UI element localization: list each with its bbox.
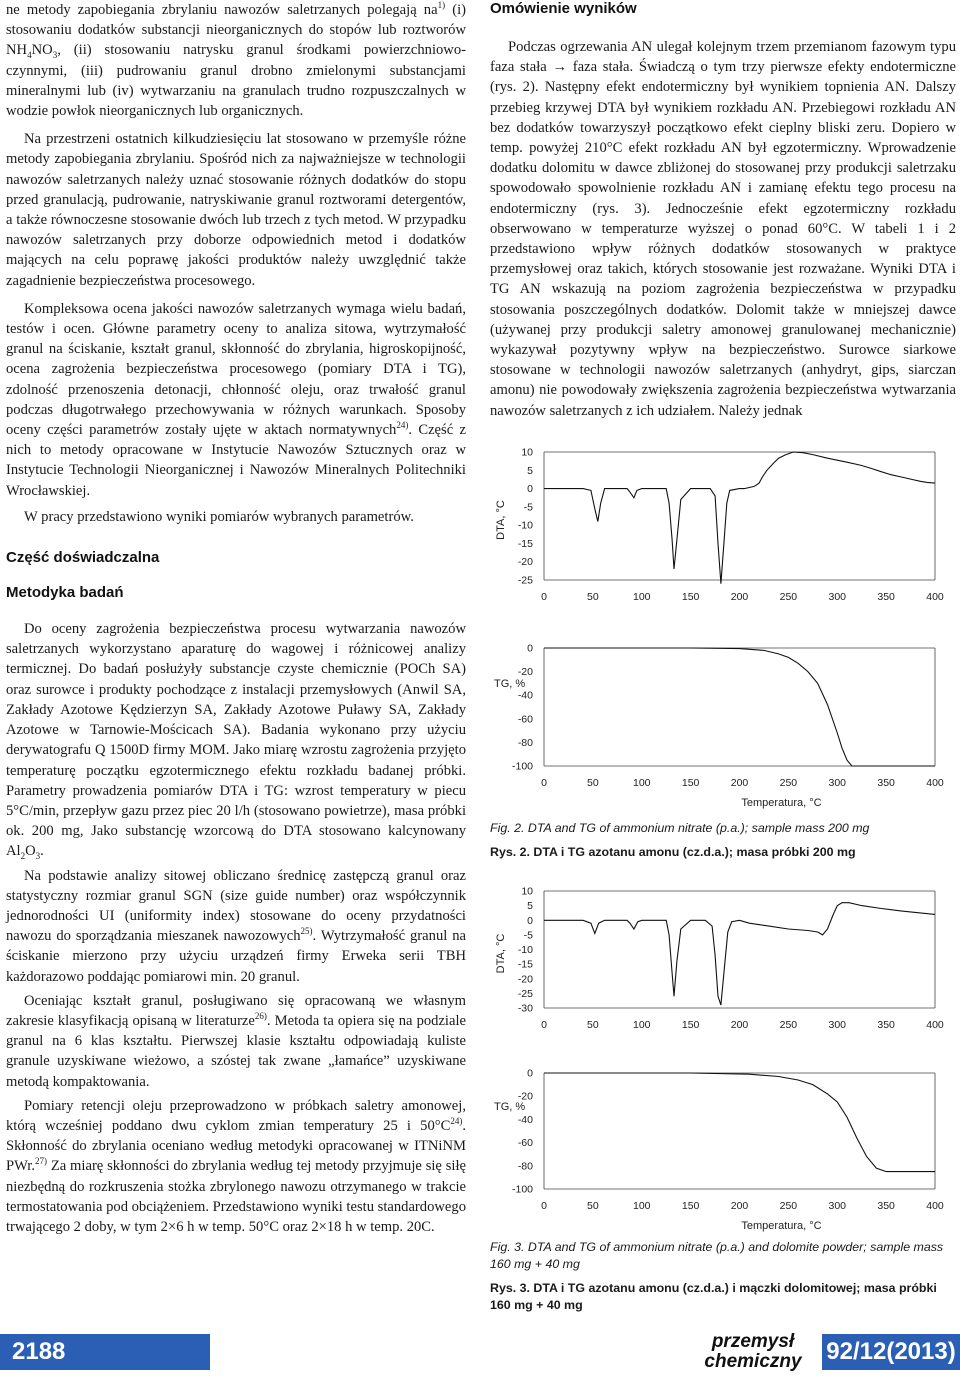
x-tick-label: 300 bbox=[828, 777, 847, 789]
x-tick-label: 350 bbox=[877, 591, 895, 603]
x-tick-label: 250 bbox=[779, 1019, 798, 1031]
x-tick-label: 150 bbox=[681, 1200, 700, 1212]
x-tick-label: 100 bbox=[632, 1019, 651, 1031]
x-tick-label: 300 bbox=[828, 1200, 847, 1212]
x-tick-label: 300 bbox=[828, 1019, 847, 1031]
y-tick-label: 0 bbox=[527, 483, 533, 496]
page-number: 2188 bbox=[0, 1334, 210, 1370]
y-tick-label: -60 bbox=[517, 1137, 533, 1150]
y-tick-label: -80 bbox=[517, 736, 533, 749]
plot-area bbox=[544, 891, 935, 1008]
y-tick-label: -10 bbox=[517, 944, 533, 956]
paragraph: Na podstawie analizy sitowej obliczano średnicę zastępczą granul oraz statystyczny rozmiar granul SGN (size guide number) oraz współczynnik jednorodności UI (uniformity index) stosowane do oceny przydatności nawozu do sporządzania mieszanek nawozowych$^{25)}$. Wytrzymałość granul na ściskanie mierzono przy użyciu urządzeń firmy Erweka serii TBH każdorazowo poddając pomiarowi min. 20 granul. bbox=[6, 867, 467, 985]
plot-area bbox=[544, 648, 935, 766]
paragraph: Oceniając kształt granul, posługiwano się opracowaną we własnym zakresie klasyfikacją opisaną w literaturze$^{26)}$. Metoda ta opiera się na podziale granul na 6 klas kształtu. Pierwszej klasie kształtu odpowiadają kuliste granule uzyskiwane wieżowo, a szóstej tak zwane „łamańce” uzyskiwane metodą kompaktowania. bbox=[6, 992, 466, 1090]
fig3-caption bbox=[490, 1239, 956, 1314]
data-line bbox=[544, 452, 935, 584]
y-tick-label: -40 bbox=[517, 1113, 533, 1126]
x-tick-label: 0 bbox=[541, 1200, 547, 1212]
logo-line-1: przemysł bbox=[711, 1331, 795, 1352]
fig2-caption-en: Fig. 2. DTA and TG of ammonium nitrate (p.a.); sample mass 200 mg bbox=[490, 821, 870, 835]
fig2-dta-chart bbox=[490, 418, 960, 606]
x-tick-label: 200 bbox=[730, 777, 749, 789]
x-tick-label: 150 bbox=[681, 777, 700, 789]
y-tick-label: -20 bbox=[517, 1090, 533, 1103]
x-tick-label: 0 bbox=[541, 1019, 547, 1031]
y-tick-label: -25 bbox=[517, 987, 533, 1000]
y-tick-label: -15 bbox=[517, 537, 533, 550]
journal-logo-mark bbox=[698, 1330, 808, 1372]
x-tick-label: 200 bbox=[730, 1019, 749, 1031]
paragraph: Podczas ogrzewania AN ulegał kolejnym trzem przemianom fazowym typu faza stała → faza stała. Świadczą o tym trzy pierwsze efekty endotermiczne (rys. 2). Następny efekt endotermiczny był wynikiem topnienia AN. Dalszy przebieg krzywej DTA był wynikiem rozkładu AN. Przebiegowi rozkładu AN bez dodatków towarzyszył początkowo efekt cieplny bliski zeru. Dopiero w temp. powyżej 210°C efekt rozkładu AN był egzotermiczny. Wprowadzenie dodatku dolomitu w dawce zbliżonej do stosowanej przy produkcji saletrzaku spowodowało spowolnienie rozkładu AN i zamianę efektu tego procesu na endotermiczny (rys. 3). Jednocześnie efekt egzotermiczny rozkładu obserwowano w temperaturze wyższej o ponad 60°C. W tabeli 1 i 2 przedstawiono wpływ różnych dodatków stosowanych w praktyce przemysłowej oraz takich, których stosowanie jest rozważane. Wyniki DTA i TG AN wskazują na poziom zagrożenia bezpieczeństwa w przypadku stosowania poszczególnych dodatków. Dolomit także w mniejszej dawce (używanej przy produkcji saletry amonowej granulowanej mechanicznie) wykazywał pozytywny wpływ na bezpieczeństwo. Surowce siarkowe stosowane w technologii nawozów saletrzanych (anhydryt, gips, siarczan amonu) nie powodowały zwiększenia zagrożenia bezpieczeństwa wytwarzania nawozów saletrzanych z ich udziałem. Należy jednak bbox=[490, 39, 956, 419]
x-tick-label: 350 bbox=[877, 1200, 895, 1212]
x-tick-label: 100 bbox=[632, 777, 651, 789]
x-tick-label: 250 bbox=[779, 1200, 798, 1212]
section-heading: Omówienie wyników bbox=[490, 0, 637, 17]
y-tick-label: -25 bbox=[517, 574, 533, 587]
x-tick-label: 150 bbox=[681, 1019, 700, 1031]
y-tick-label: -30 bbox=[517, 1002, 533, 1015]
y-tick-label: -60 bbox=[517, 713, 533, 726]
data-line bbox=[544, 1073, 935, 1172]
logo-line-2: chemiczny bbox=[704, 1351, 802, 1372]
x-tick-label: 50 bbox=[587, 777, 599, 789]
y-tick-label: 0 bbox=[527, 1067, 533, 1080]
x-tick-label: 100 bbox=[632, 1200, 651, 1212]
y-tick-label: 5 bbox=[527, 900, 533, 913]
x-axis-label: Temperatura, °C bbox=[741, 1220, 822, 1232]
section-heading: Część doświadczalna bbox=[6, 549, 160, 567]
fig3-caption-pl: Rys. 3. DTA i TG azotanu amonu (cz.d.a.) i mączki dolomitowej; masa próbki 160 mg + 40 mg bbox=[490, 1281, 937, 1312]
fig3-caption-en: Fig. 3. DTA and TG of ammonium nitrate (p.a.) and dolomite powder; sample mass 160 mg + 40 mg bbox=[490, 1240, 944, 1271]
y-tick-label: -5 bbox=[523, 501, 533, 514]
x-tick-label: 150 bbox=[681, 591, 700, 603]
y-tick-label: 10 bbox=[521, 885, 533, 898]
y-axis-label: TG, % bbox=[494, 1101, 526, 1113]
y-tick-label: 0 bbox=[527, 642, 533, 655]
y-tick-label: 10 bbox=[521, 446, 533, 459]
fig2-caption bbox=[490, 820, 956, 861]
data-line bbox=[544, 903, 935, 1005]
x-tick-label: 400 bbox=[926, 1019, 944, 1031]
x-axis-label: Temperatura, °C bbox=[741, 797, 822, 809]
journal-logo bbox=[698, 1330, 808, 1372]
plot-area bbox=[544, 1073, 935, 1189]
x-tick-label: 100 bbox=[632, 591, 651, 603]
y-tick-label: -15 bbox=[517, 958, 533, 971]
y-tick-label: 0 bbox=[527, 914, 533, 927]
y-tick-label: -40 bbox=[517, 689, 533, 702]
fig3-tg-chart bbox=[490, 1063, 960, 1233]
x-tick-label: 50 bbox=[587, 591, 599, 603]
y-tick-label: -100 bbox=[511, 1183, 533, 1196]
x-tick-label: 0 bbox=[541, 591, 547, 603]
x-tick-label: 50 bbox=[587, 1019, 599, 1031]
plot-area bbox=[544, 452, 935, 580]
y-tick-label: -10 bbox=[517, 519, 533, 532]
y-tick-label: -80 bbox=[517, 1160, 533, 1173]
x-tick-label: 250 bbox=[779, 591, 798, 603]
y-tick-label: 5 bbox=[527, 464, 533, 477]
paragraph: Na przestrzeni ostatnich kilkudziesięciu lat stosowano w przemyśle różne metody zapobiegania zbrylaniu. Spośród nich za najważniejsze w technologii nawozów saletrzanych należy uznać stosowanie różnych dodatków do stopu przed granulacją, pudrowanie, natryskiwanie granul roztworami detergentów, a także równoczesne stosowanie dwóch lub trzech z tych metod. W przypadku nawozów saletrzanych przy doborze odpowiednich metod i dodatków mających na celu poprawę jakości produktów należy uwzględnić także zagadnienie bezpieczeństwa procesowego. bbox=[6, 131, 466, 289]
issue-number: 92/12(2013) bbox=[822, 1334, 960, 1370]
y-tick-label: -5 bbox=[523, 929, 533, 942]
paragraph: Do oceny zagrożenia bezpieczeństwa procesu wytwarzania nawozów saletrzanych wykorzystano aparaturę do wagowej i różnicowej analizy termicznej. Do badań posłużyły substancje czyste chemicznie (POCh SA) oraz surowce i produkty pochodzące z instalacji przemysłowych (Anwil SA, Zakłady Azotowe Kędzierzyn SA, Zakłady Azotowe Puławy SA, Zakłady Azotowe w Tarnowie-Mościcach SA). Badania wykonano przy użyciu derywatografu Q 1500D firmy MOM. Jako miarę wzrostu zagrożenia przyjęto temperaturę początku egzotermicznego efektu rozkładu badanej próbki. Parametry prowadzenia pomiarów DTA i TG: wzrost temperatury w piecu 5°C/min, przepływ gazu przez piec 20 l/h (stosowano powietrze), masa próbki ok. 200 mg, Jako substancję wzorcową do DTA stosowano kalcynowany $Al_2O_3$. bbox=[6, 621, 466, 862]
y-axis-label: TG, % bbox=[494, 678, 526, 690]
paragraph: ne metody zapobiegania zbrylaniu nawozów saletrzanych polegają $na^{1)}$ (i) stosowaniu dodatków substancji nieorganicznych do stopów lub roztworów $NH_4NO_3$, (ii) stosowaniu natrysku granul środkami powierzchniowo-czynnymi, (iii) pudrowaniu granul drobno zmielonymi substancjami mineralnymi lub (iv) wytwarzaniu na granulach trudno rozpuszczalnych w wodzie powłok nieorganicznych lub organicznych. bbox=[6, 0, 466, 120]
x-tick-label: 300 bbox=[828, 591, 847, 603]
x-tick-label: 200 bbox=[730, 591, 749, 603]
x-tick-label: 200 bbox=[730, 1200, 749, 1212]
x-tick-label: 250 bbox=[779, 777, 798, 789]
y-tick-label: -20 bbox=[517, 973, 533, 986]
y-tick-label: -20 bbox=[517, 666, 533, 679]
y-axis-label: DTA, °C bbox=[495, 933, 507, 974]
x-tick-label: 350 bbox=[877, 777, 895, 789]
x-tick-label: 0 bbox=[541, 777, 547, 789]
x-tick-label: 400 bbox=[926, 777, 944, 789]
x-tick-label: 350 bbox=[877, 1019, 895, 1031]
fig3-dta-chart bbox=[490, 882, 960, 1032]
paragraph: Kompleksowa ocena jakości nawozów saletrzanych wymaga wielu badań, testów i ocen. Główne parametry oceny to analiza sitowa, wytrzymałość granul na ściskanie, kształt granul, skłonność do zbrylania, higroskopijność, ocena zagrożenia bezpieczeństwa procesowego (pomiary DTA i TG), zdolność przenoszenia detonacji, chłonność oleju, oraz trwałość granul podczas długotrwałego przechowywania w różnych warunkach. Sposoby oceny części parametrów zostały ujęte w aktach normatywnych$^{24)}$. Część z nich to metody opracowane w Instytucie Nawozów Sztucznych oraz w Instytucie Technologii Nieorganicznej i Nawozów Mineralnych Politechniki Wrocławskiej. bbox=[6, 300, 466, 499]
right-column bbox=[490, 0, 956, 421]
y-tick-label: -20 bbox=[517, 556, 533, 569]
paragraph: W pracy przedstawiono wyniki pomiarów wybranych parametrów. bbox=[24, 508, 414, 525]
left-column bbox=[6, 0, 466, 1237]
y-tick-label: -100 bbox=[511, 760, 533, 773]
y-axis-label: DTA, °C bbox=[495, 500, 507, 540]
data-line bbox=[544, 648, 935, 766]
subsection-heading: Metodyka badań bbox=[6, 584, 124, 602]
paragraph: Pomiary retencji oleju przeprowadzono w próbkach saletry amonowej, którą wcześniej poddano dwu cyklom zmian temperatury 25 i $50^\circ C^{24)}$. Skłonność do zbrylania oceniano według metodyki opracowanej w ITNiNM PWr.$^{27)}$ Za miarę skłonności do zbrylania według tej metody przyjmuje się siłę niezbędną do rozkruszenia stożka zbrylonego nawozu otrzymanego w trakcie termostatowania pod obciążeniem. Przedstawiono wyniki testu standardowego trwającego 2 doby, w tym 2×6 h w temp. 50°C oraz 2×18 h w temp. 20C. bbox=[6, 1097, 466, 1235]
fig2-caption-pl: Rys. 2. DTA i TG azotanu amonu (cz.d.a.); masa próbki 200 mg bbox=[490, 845, 856, 859]
x-tick-label: 400 bbox=[926, 591, 944, 603]
x-tick-label: 50 bbox=[587, 1200, 599, 1212]
fig2-tg-chart bbox=[490, 640, 960, 810]
x-tick-label: 400 bbox=[926, 1200, 944, 1212]
